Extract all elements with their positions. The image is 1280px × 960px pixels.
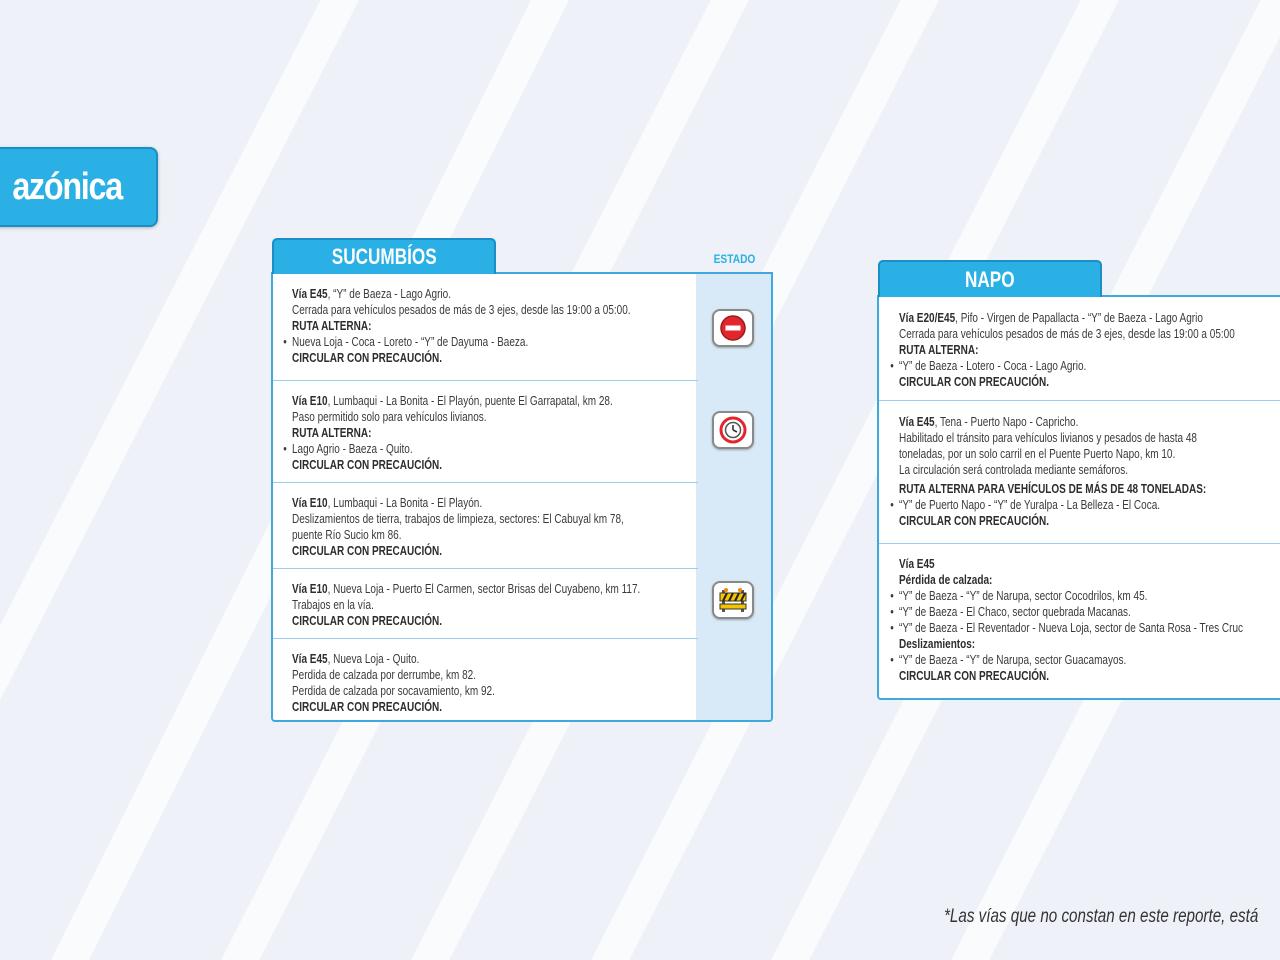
region-title: azónica	[12, 165, 122, 208]
row-text: Vía E45, Tena - Puerto Napo - Capricho. Habilitado el tránsito para vehículos livianos y pesados de hasta 48 toneladas, por un solo carril en el Puente Puerto Napo, km 10. La circulación será controlada mediante semáforos. RUTA ALTERNA PARA VEHÍCULOS DE MÁS DE 48 TONELADAS: • “Y” de Puerto Napo - “Y” de Yuralpa - La Belleza - El Coca. CIRCULAR CON PRECAUCIÓN.	[899, 414, 1206, 529]
footnote: *Las vías que no constan en este reporte, está	[944, 906, 1259, 927]
sucumbios-panel	[271, 272, 773, 722]
row-text: Vía E10, Lumbaqui - La Bonita - El Playón. Deslizamientos de tierra, trabajos de limpieza, sectores: El Cabuyal km 78, puente Río Sucio km 86. CIRCULAR CON PRECAUCIÓN.	[292, 496, 624, 558]
sucumbios-row	[273, 274, 698, 380]
napo-row	[879, 297, 1280, 400]
napo-row	[879, 543, 1280, 700]
estado-column-label: ESTADO	[713, 252, 756, 266]
sucumbios-row	[273, 380, 698, 482]
sucumbios-row	[273, 482, 698, 568]
sucumbios-row	[273, 568, 698, 638]
row-text: Vía E45, “Y” de Baeza - Lago Agrio. Cerrada para vehículos pesados de más de 3 ejes, desde las 19:00 a 05:00. RUTA ALTERNA: • Nueva Loja - Coca - Loreto - “Y” de Dayuma - Baeza. CIRCULAR CON PRECAUCIÓN.	[292, 286, 631, 366]
napo-header	[878, 260, 1102, 297]
clock-restriction-icon	[712, 411, 754, 449]
sucumbios-header	[272, 238, 496, 274]
road-works-barrier-icon	[712, 581, 754, 619]
row-text: Vía E20/E45, Pifo - Virgen de Papallacta - “Y” de Baeza - Lago Agrio Cerrada para vehículos pesados de más de 3 ejes, desde las 19:00 a 05:00 RUTA ALTERNA: • “Y” de Baeza - Lotero - Coca - Lago Agrio. CIRCULAR CON PRECAUCIÓN.	[899, 310, 1235, 390]
row-text: Vía E45, Nueva Loja - Quito. Perdida de calzada por derrumbe, km 82. Perdida de calzada por socavamiento, km 92. CIRCULAR CON PRECAUCIÓN.	[292, 652, 495, 714]
sucumbios-row	[273, 638, 698, 722]
no-entry-icon	[712, 309, 754, 347]
row-text: Vía E10, Lumbaqui - La Bonita - El Playón, puente El Garrapatal, km 28. Paso permitido solo para vehículos livianos. RUTA ALTERNA: • Lago Agrio - Baeza - Quito. CIRCULAR CON PRECAUCIÓN.	[292, 393, 613, 473]
sucumbios-title: SUCUMBÍOS	[331, 244, 437, 269]
region-title-tab	[0, 147, 158, 227]
row-text: Vía E45 Pérdida de calzada: • “Y” de Baeza - “Y” de Narupa, sector Cocodrilos, km 45. • “Y” de Baeza - El Chaco, sector quebrada Macanas. • “Y” de Baeza - El Reventador - Nueva Loja, sector de Santa Rosa - Tres Cruc Deslizamientos: • “Y” de Baeza - “Y” de Narupa, sector Guacamayos. CIRCULAR CON PRECAUCIÓN.	[899, 556, 1243, 684]
napo-title: NAPO	[965, 266, 1015, 292]
napo-panel	[877, 295, 1280, 700]
napo-row	[879, 400, 1280, 543]
row-text: Vía E10, Nueva Loja - Puerto El Carmen, sector Brisas del Cuyabeno, km 117. Trabajos en la vía. CIRCULAR CON PRECAUCIÓN.	[292, 582, 641, 628]
